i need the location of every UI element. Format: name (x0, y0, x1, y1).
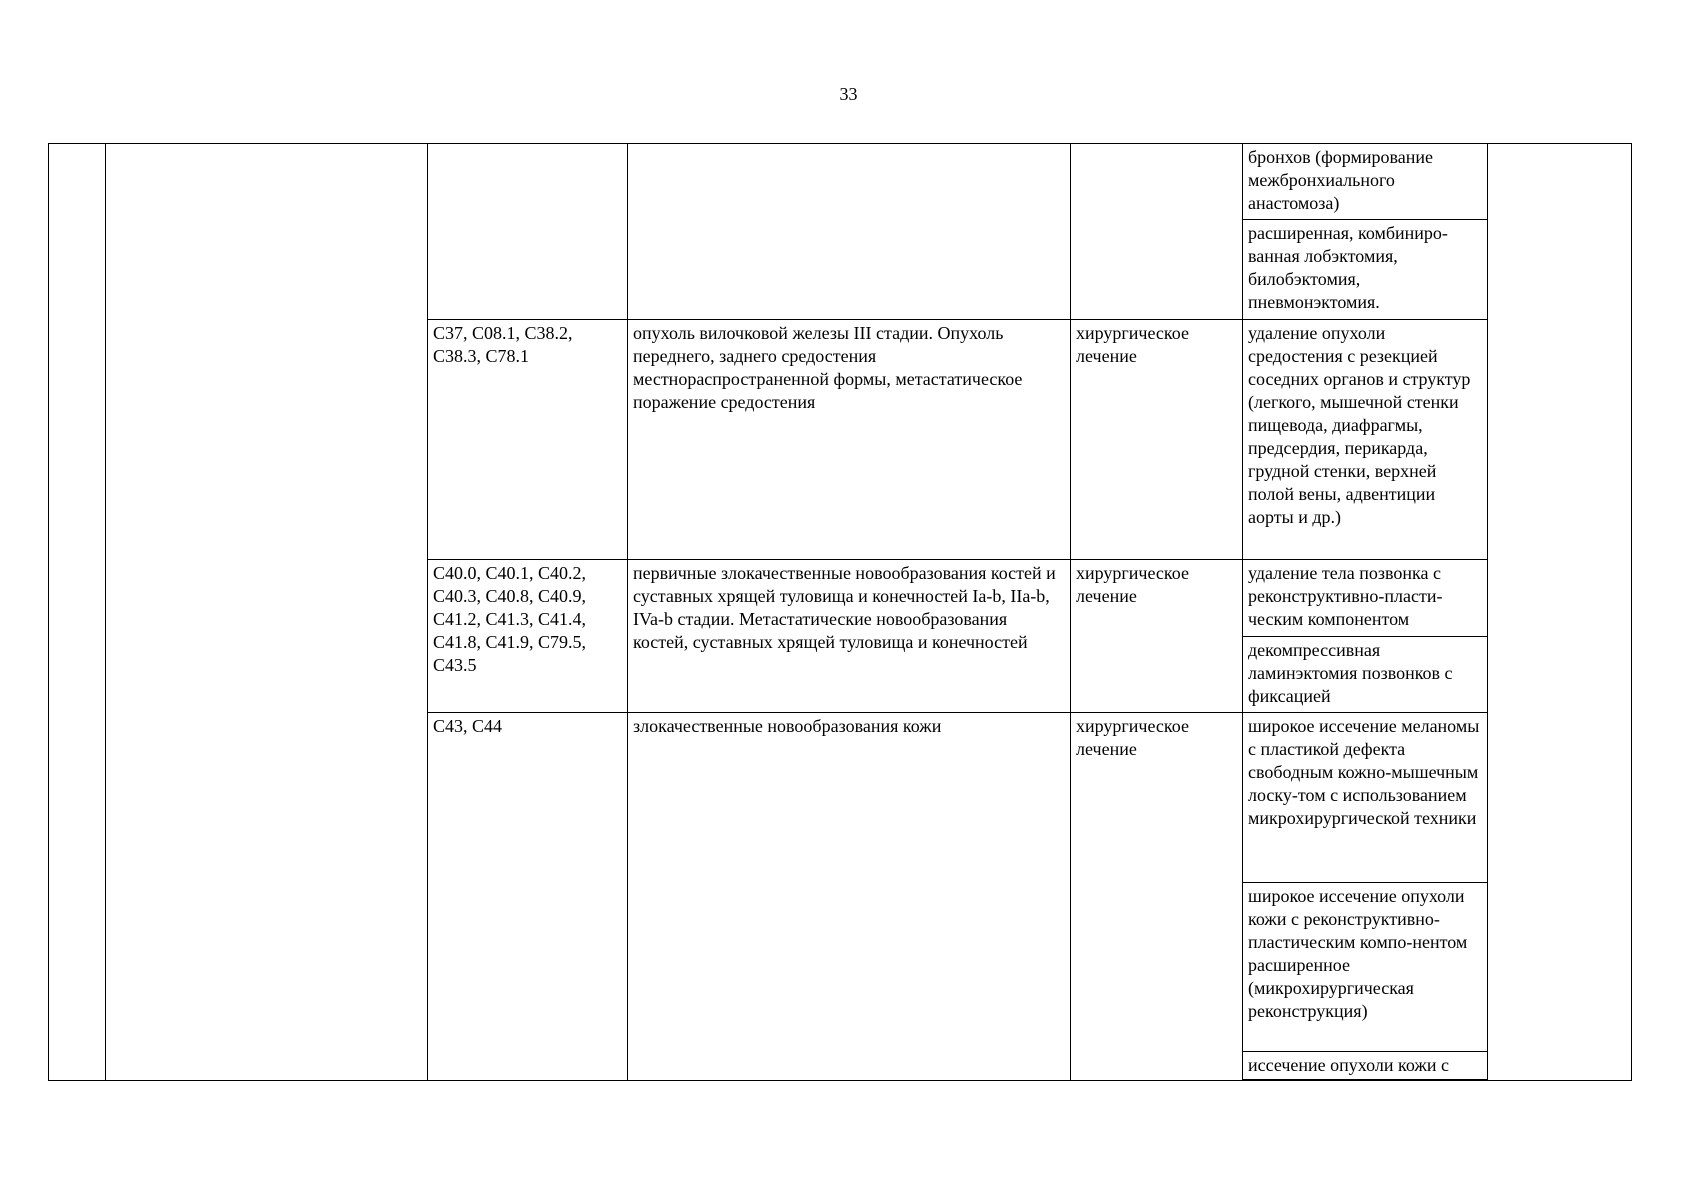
page-number: 33 (839, 84, 858, 104)
treatment-type-cell: хирургическое лечение (1071, 320, 1243, 560)
method-cell-spacer (1243, 1080, 1488, 1081)
condition-cell (628, 144, 1071, 320)
codes-cell: C43, C44 (428, 713, 628, 1081)
norm-cell (1488, 144, 1632, 1081)
profile-cell (106, 144, 428, 1081)
codes-cell: C37, C08.1, C38.2, C38.3, C78.1 (428, 320, 628, 560)
treatment-type-cell (1071, 144, 1243, 320)
treatment-type-cell: хирургическое лечение (1071, 713, 1243, 1081)
method-cell: широкое иссечение опухоли кожи с реконструктивно-пластическим компо-нентом расширенное (микрохирургическая реконструкция) (1243, 883, 1488, 1052)
method-cell: удаление тела позвонка с реконструктивно-пласти-ческим компонентом (1243, 560, 1488, 637)
condition-cell: злокачественные новообразования кожи (628, 713, 1071, 1081)
treatment-type-cell: хирургическое лечение (1071, 560, 1243, 713)
codes-cell (428, 144, 628, 320)
method-cell: удаление опухоли средостения с резекцией соседних органов и структур (легкого, мышечной стенки пищевода, диафрагмы, предсердия, перикарда, грудной стенки, верхней полой вены, адвентиции аорты и др.) (1243, 320, 1488, 560)
number-cell (49, 144, 106, 1081)
method-cell: иссечение опухоли кожи с (1243, 1052, 1488, 1080)
table-row (49, 144, 1632, 220)
method-cell: расширенная, комбиниро-ванная лобэктомия, билобэктомия, пневмонэктомия. (1243, 220, 1488, 320)
codes-cell: C40.0, C40.1, C40.2, C40.3, C40.8, C40.9, C41.2, C41.3, C41.4, C41.8, C41.9, C79.5, C43.5 (428, 560, 628, 713)
condition-cell: первичные злокачественные новообразования костей и суставных хрящей туловища и конечностей Ia-b, IIa-b, IVa-b стадии. Метастатические новообразования костей, суставных хрящей туловища и конечностей (628, 560, 1071, 713)
treatment-table (48, 143, 1632, 1081)
condition-cell: опухоль вилочковой железы III стадии. Опухоль переднего, заднего средостения местнораспространенной формы, метастатическое поражение средостения (628, 320, 1071, 560)
method-cell: декомпрессивная ламинэктомия позвонков с фиксацией (1243, 637, 1488, 713)
method-cell: широкое иссечение меланомы с пластикой дефекта свободным кожно-мышечным лоску-том с использованием микрохирургической техники (1243, 713, 1488, 883)
method-cell: бронхов (формирование межбронхиального анастомоза) (1243, 144, 1488, 220)
